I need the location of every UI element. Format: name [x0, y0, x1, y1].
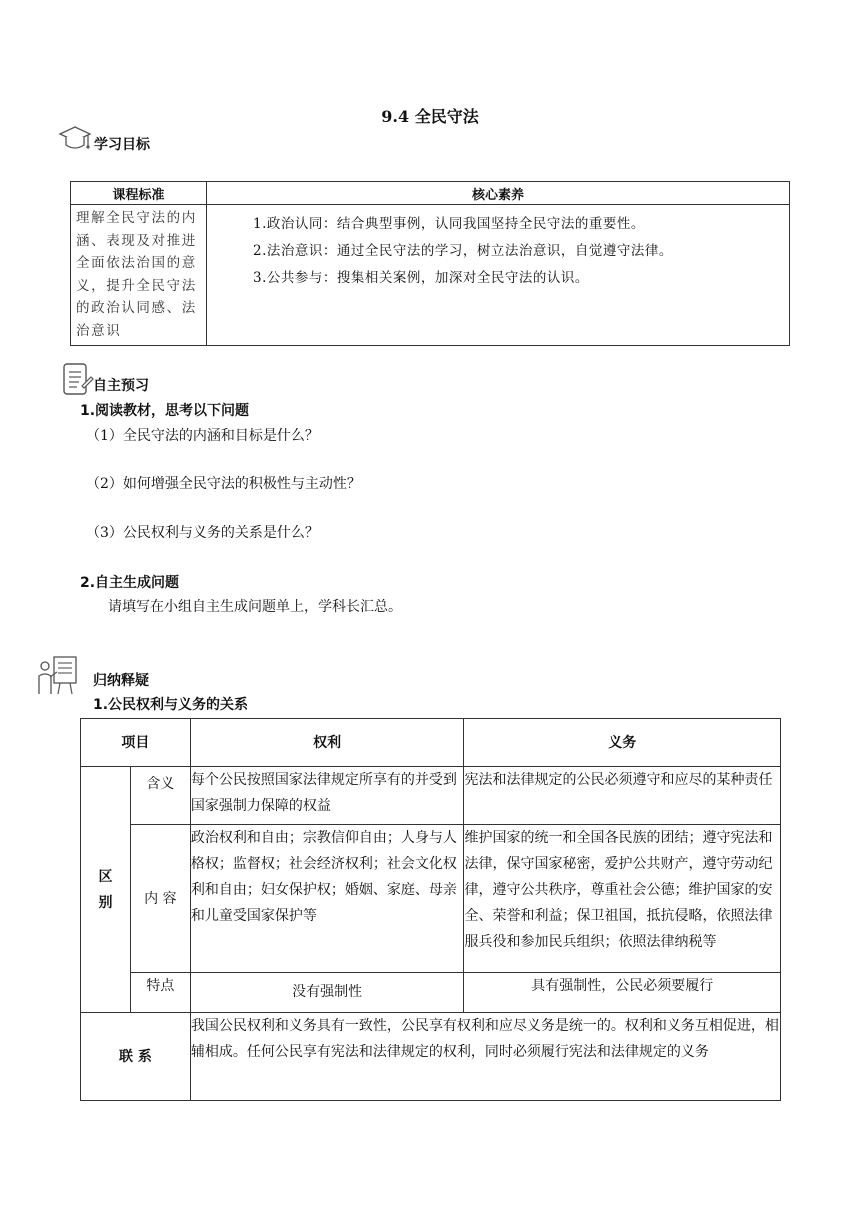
- header-duties: 义务: [464, 719, 781, 767]
- meaning-duties: 宪法和法律规定的公民必须遵守和应尽的某种责任: [464, 767, 781, 825]
- core-list: [207, 205, 790, 346]
- preview-question: （2）如何增强全民守法的积极性与主动性？: [86, 476, 361, 492]
- notepad-icon: [60, 360, 94, 398]
- summary-subheading: 1.公民权利与义务的关系: [93, 697, 249, 713]
- preview-question: （3）公民权利与义务的关系是什么？: [86, 525, 319, 541]
- feature-rights: 没有强制性: [190, 973, 464, 1013]
- content-rights: 政治权利和自由；宗教信仰自由；人身与人格权；监督权；社会经济权利；社会文化权利和自由；妇女保护权；婚姻、家庭、母亲和儿童受国家保护等: [190, 825, 464, 973]
- graduation-cap-icon: [58, 124, 92, 156]
- core-item: 3.公共参与：搜集相关案例，加深对全民守法的认识。: [253, 270, 589, 286]
- goals-heading: 学习目标: [94, 137, 150, 153]
- col-standard-header: 课程标准: [71, 182, 207, 205]
- row-feature-label: 特点: [130, 973, 190, 1013]
- rights-duties-table: [80, 718, 781, 1101]
- row-link-label: 联 系: [81, 1013, 191, 1101]
- header-item: 项目: [81, 719, 191, 767]
- teacher-board-icon: [36, 654, 80, 698]
- header-rights: 权利: [190, 719, 464, 767]
- core-item: 2.法治意识：通过全民守法的学习，树立法治意识，自觉遵守法律。: [253, 243, 673, 259]
- row-content-label: 内 容: [130, 825, 190, 973]
- difference-group-label: 区 别: [81, 767, 131, 1013]
- standard-text: 理解全民守法的内涵、表现及对推进全面依法治国的意义，提升全民守法的政治认同感、法治意识: [71, 205, 207, 346]
- goals-table: [70, 181, 790, 346]
- preview-heading: 自主预习: [93, 378, 149, 394]
- col-core-header: 核心素养: [207, 182, 790, 205]
- page-title: 9.4 全民守法: [381, 107, 479, 126]
- row-meaning-label: 含义: [130, 767, 190, 825]
- core-item: 1.政治认同：结合典型事例，认同我国坚持全民守法的重要性。: [253, 216, 645, 232]
- preview-question-heading: 1.阅读教材，思考以下问题: [80, 403, 250, 419]
- self-question-heading: 2.自主生成问题: [80, 575, 180, 591]
- self-question-text: 请填写在小组自主生成问题单上，学科长汇总。: [108, 599, 402, 615]
- preview-question: （1）全民守法的内涵和目标是什么？: [86, 428, 319, 444]
- meaning-rights: 每个公民按照国家法律规定所享有的并受到国家强制力保障的权益: [190, 767, 464, 825]
- summary-heading: 归纳释疑: [93, 673, 149, 689]
- link-text: 我国公民权利和义务具有一致性，公民享有权利和应尽义务是统一的。权利和义务互相促进，相辅相成。任何公民享有宪法和法律规定的权利，同时必须履行宪法和法律规定的义务: [190, 1013, 780, 1101]
- content-duties: 维护国家的统一和全国各民族的团结；遵守宪法和法律，保守国家秘密，爱护公共财产，遵守劳动纪律，遵守公共秩序，尊重社会公德；维护国家的安全、荣誉和利益；保卫祖国，抵抗侵略，依照法律服兵役和参加民兵组织；依照法律纳税等: [464, 825, 781, 973]
- feature-duties: 具有强制性，公民必须要履行: [464, 973, 781, 1013]
